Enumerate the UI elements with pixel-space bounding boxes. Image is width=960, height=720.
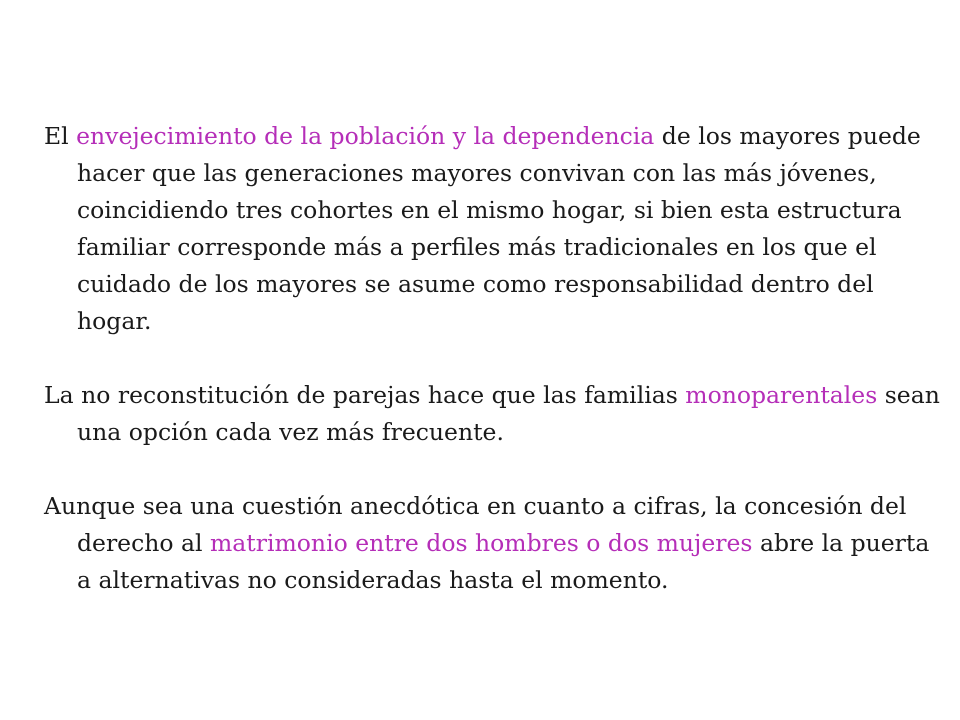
slide-body xyxy=(44,118,944,599)
text-segment: El xyxy=(44,122,77,150)
highlighted-term-marriage: matrimonio entre dos hombres o dos mujeres xyxy=(210,529,753,557)
paragraph-same-sex-marriage xyxy=(44,488,944,599)
text-segment: La no reconstitución de parejas hace que las familias xyxy=(44,381,686,409)
paragraph-single-parent xyxy=(44,377,944,451)
text-segment: sean una opción cada vez más frecuente. xyxy=(77,381,940,446)
text-segment: de los mayores puede hacer que las generaciones mayores convivan con las más jóvenes, coincidiendo tres cohortes en el mismo hogar, si bien esta estructura familiar corresponde más a perfiles más tradicionales en los que el cuidado de los mayores se asume como responsabilidad dentro del hogar. xyxy=(77,122,921,335)
text-segment: Aunque sea una cuestión anecdótica en cuanto a cifras, la concesión del derecho al xyxy=(44,492,907,557)
highlighted-term-monoparentales: monoparentales xyxy=(685,381,878,409)
text-segment: abre la puerta a alternativas no consideradas hasta el momento. xyxy=(77,529,930,594)
paragraph-aging-population xyxy=(44,118,944,340)
highlighted-term-aging-dependency: envejecimiento de la población y la dependencia xyxy=(76,122,655,150)
